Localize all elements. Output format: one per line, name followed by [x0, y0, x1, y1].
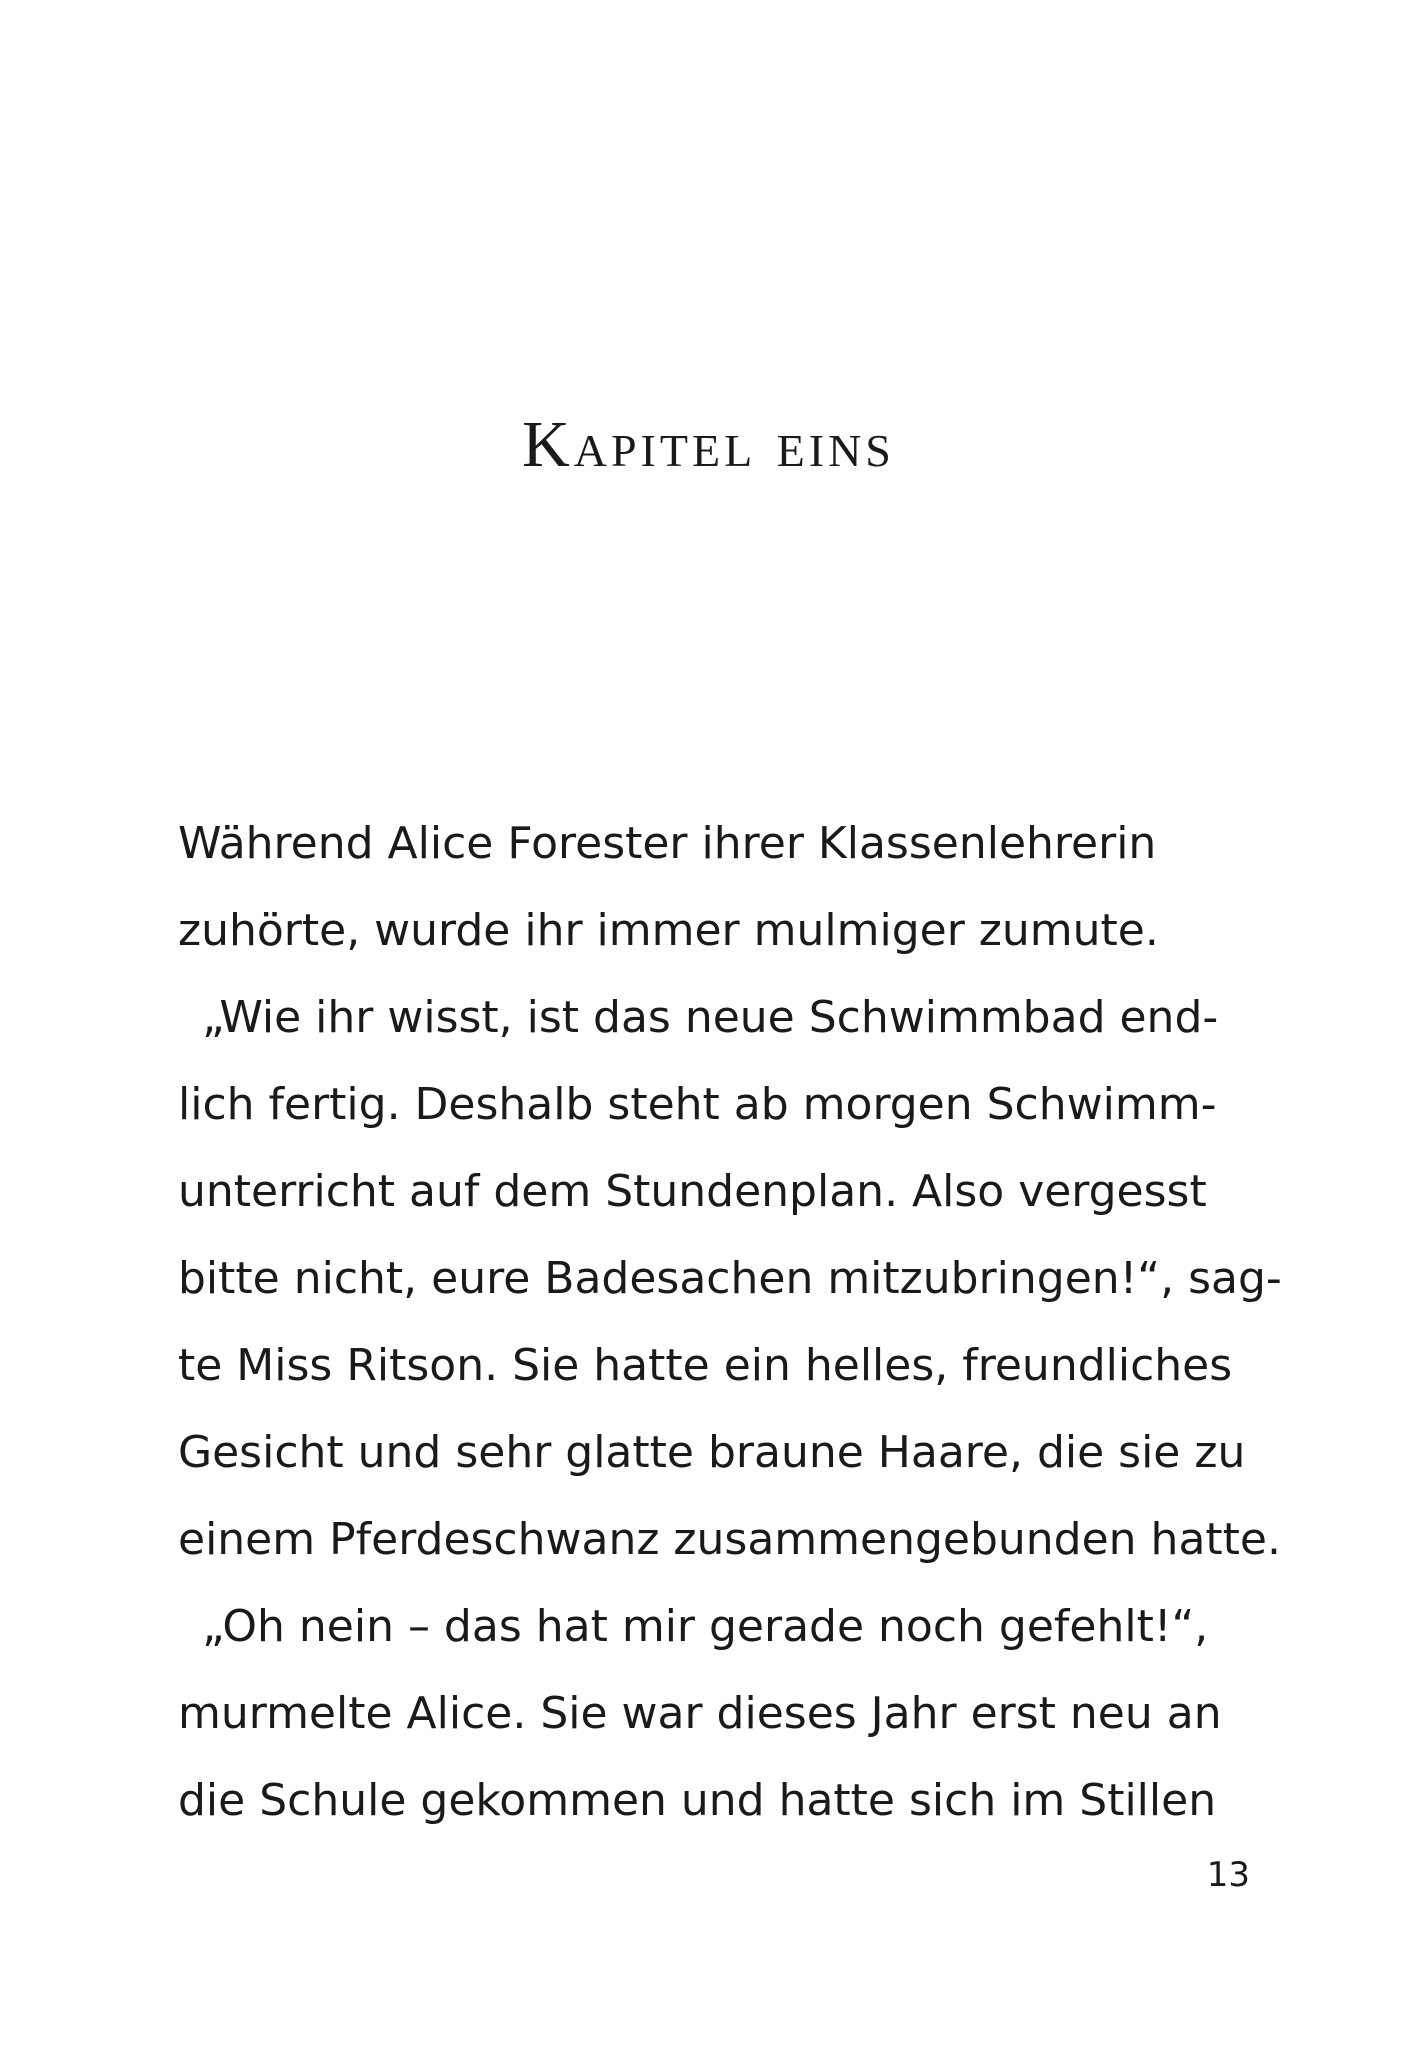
text-line: unterricht auf dem Stundenplan. Also vergesst [178, 1166, 1207, 1217]
text-line: „Oh nein – das hat mir gerade noch gefehlt!“, [202, 1601, 1209, 1652]
page-number: 13 [1206, 1855, 1250, 1895]
body-text [178, 800, 1282, 1844]
text-line: die Schule gekommen und hatte sich im Stillen [178, 1775, 1217, 1826]
text-line: murmelte Alice. Sie war dieses Jahr erst neu an [178, 1688, 1222, 1739]
text-line: bitte nicht, eure Badesachen mitzubringen!“, sag- [178, 1253, 1282, 1304]
text-line: te Miss Ritson. Sie hatte ein helles, freundliches [178, 1340, 1233, 1391]
text-line: Während Alice Forester ihrer Klassenlehrerin [178, 818, 1157, 869]
chapter-title: Kapitel eins [522, 408, 895, 481]
text-line: zuhörte, wurde ihr immer mulmiger zumute. [178, 905, 1159, 956]
text-line: „Wie ihr wisst, ist das neue Schwimmbad end- [202, 992, 1219, 1043]
text-line: lich fertig. Deshalb steht ab morgen Schwimm- [178, 1079, 1217, 1130]
text-line: einem Pferdeschwanz zusammengebunden hatte. [178, 1514, 1281, 1565]
text-line: Gesicht und sehr glatte braune Haare, die sie zu [178, 1427, 1246, 1478]
